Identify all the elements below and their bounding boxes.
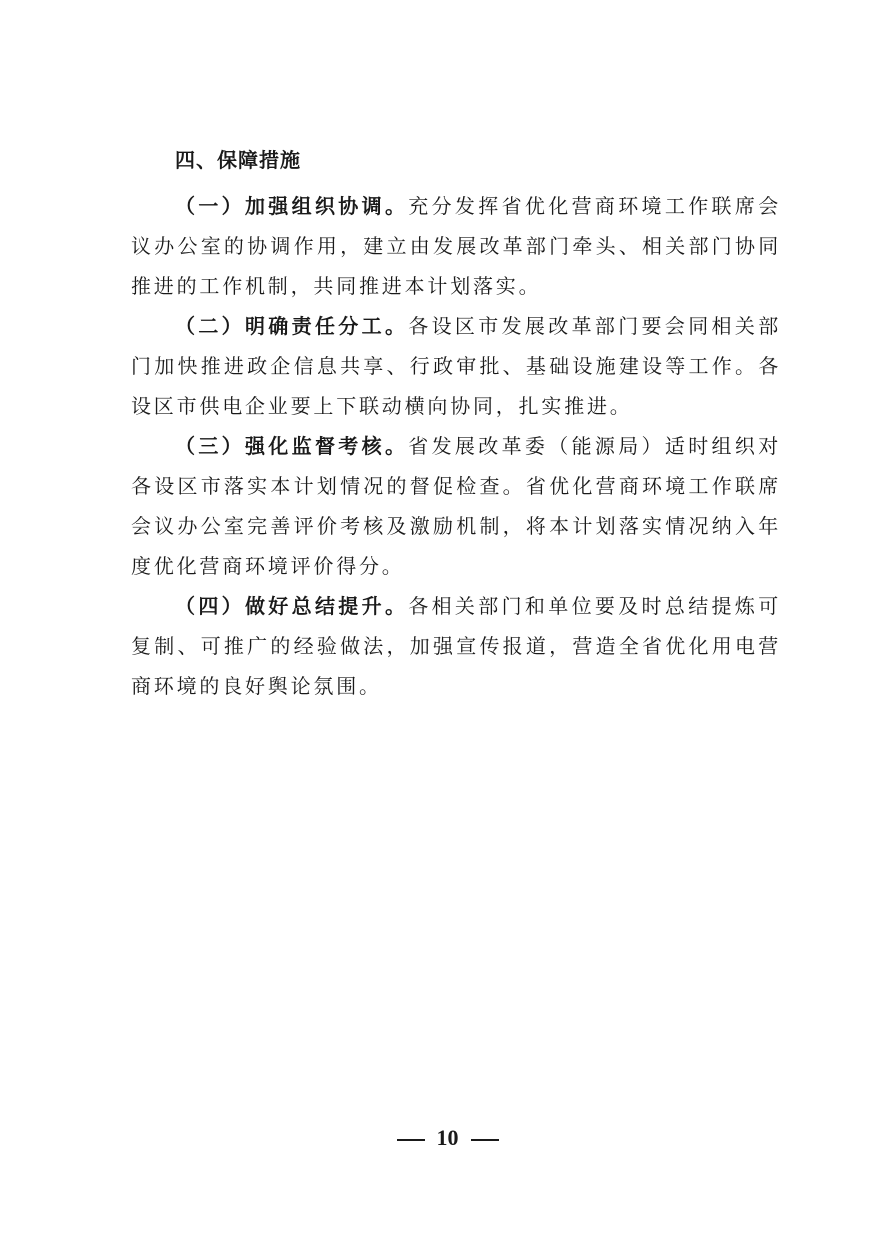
paragraph-4 [131,586,781,706]
document-body [131,186,781,706]
paragraph-2-text: 各设区市发展改革部门要会同相关部门加快推进政企信息共享、行政审批、基础设施建设等工作。各设区市供电企业要上下联动横向协同，扎实推进。 [131,314,781,418]
footer-dash-right [471,1139,499,1141]
paragraph-4-text: 各相关部门和单位要及时总结提炼可复制、可推广的经验做法，加强宣传报道，营造全省优化用电营商环境的良好舆论氛围。 [131,594,781,698]
page-number: 10 [436,1125,459,1150]
paragraph-1 [131,186,781,306]
paragraph-3-lead: （三）强化监督考核。 [175,434,409,458]
paragraph-2 [131,306,781,426]
paragraph-4-lead: （四）做好总结提升。 [175,594,409,618]
paragraph-3-text: 省发展改革委（能源局）适时组织对各设区市落实本计划情况的督促检查。省优化营商环境工作联席会议办公室完善评价考核及激励机制，将本计划落实情况纳入年度优化营商环境评价得分。 [131,434,781,578]
page-footer [0,1124,895,1152]
paragraph-1-lead: （一）加强组织协调。 [175,194,409,218]
paragraph-1-text: 充分发挥省优化营商环境工作联席会议办公室的协调作用，建立由发展改革部门牵头、相关部门协同推进的工作机制，共同推进本计划落实。 [131,194,781,298]
footer-dash-left [397,1139,425,1141]
section-heading: 四、保障措施 [175,148,301,172]
paragraph-2-lead: （二）明确责任分工。 [175,314,409,338]
paragraph-3 [131,426,781,586]
